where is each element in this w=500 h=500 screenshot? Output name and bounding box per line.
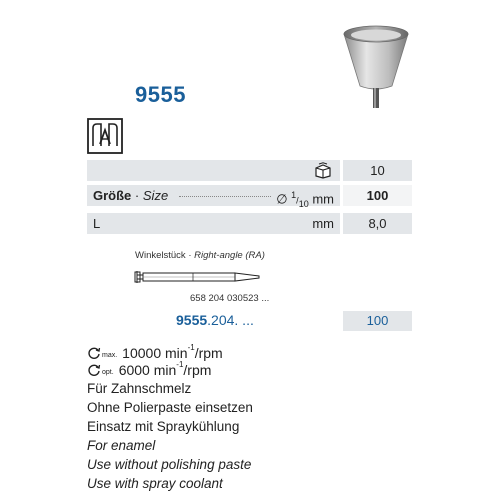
max-unit-rpm: /rpm — [194, 345, 223, 361]
description-de-3: Einsatz mit Spraykühlung — [87, 419, 240, 434]
right-angle-shank-drawing — [133, 262, 263, 292]
shank-label-de: Winkelstück · — [135, 250, 192, 261]
max-speed-line — [87, 344, 223, 362]
pack-row-label-cell — [87, 160, 340, 181]
size-label-de: Größe — [93, 188, 132, 203]
opt-label: opt. — [102, 369, 114, 376]
order-article-rest: .204. ... — [207, 312, 254, 328]
diameter-symbol: ∅ — [276, 191, 288, 207]
length-label: L — [93, 216, 101, 231]
unit-denominator: 10 — [298, 198, 309, 209]
description-en-3: Use with spray coolant — [87, 476, 223, 491]
max-speed-value: 10000 — [122, 345, 162, 361]
pack-row — [87, 160, 412, 181]
article-number: 9555 — [135, 82, 186, 107]
length-row-label-cell — [87, 213, 340, 234]
max-unit-exp: -1 — [187, 343, 195, 352]
size-separator: · — [134, 188, 140, 203]
size-unit: mm — [312, 191, 334, 207]
opt-unit-exp: -1 — [176, 360, 184, 369]
rotation-icon — [87, 363, 101, 377]
order-article-number — [176, 312, 254, 328]
ordering-code: 658 204 030523 ... — [190, 293, 270, 304]
opt-speed-value: 6000 — [118, 362, 150, 378]
order-pack-value: 100 — [343, 311, 412, 331]
size-row-label-cell — [87, 185, 340, 209]
shank-label-en: Right-angle (RA) — [194, 250, 265, 261]
description-en-1: For enamel — [87, 438, 156, 453]
size-label-en: Size — [142, 188, 169, 203]
order-article-bold: 9555 — [176, 312, 208, 328]
size-row — [87, 185, 412, 209]
max-label: max. — [102, 352, 118, 359]
shank-label — [135, 250, 265, 261]
length-unit: mm — [312, 216, 334, 231]
length-row — [87, 213, 412, 234]
description-en-2: Use without polishing paste — [87, 457, 252, 472]
size-row-unit: ∅ $^1/_{10}$ mm — [276, 190, 334, 209]
size-dotted-leader — [179, 196, 271, 197]
pack-row-value: 10 — [343, 160, 412, 181]
size-row-value: 100 — [343, 185, 412, 206]
opt-unit: min — [153, 362, 177, 378]
description-de-2: Ohne Polierpaste einsetzen — [87, 400, 253, 415]
unit-numerator: 1 — [291, 190, 297, 200]
rotation-icon — [87, 346, 101, 360]
enamel-tooth-icon — [87, 118, 123, 154]
max-unit: min — [165, 345, 188, 361]
size-row-label — [93, 185, 168, 206]
description-de-1: Für Zahnschmelz — [87, 381, 192, 396]
opt-speed-line — [87, 361, 211, 379]
length-row-value: 8,0 — [343, 213, 412, 234]
package-icon — [314, 162, 332, 179]
opt-unit-rpm: /rpm — [183, 362, 212, 378]
instrument-photo — [336, 16, 416, 108]
